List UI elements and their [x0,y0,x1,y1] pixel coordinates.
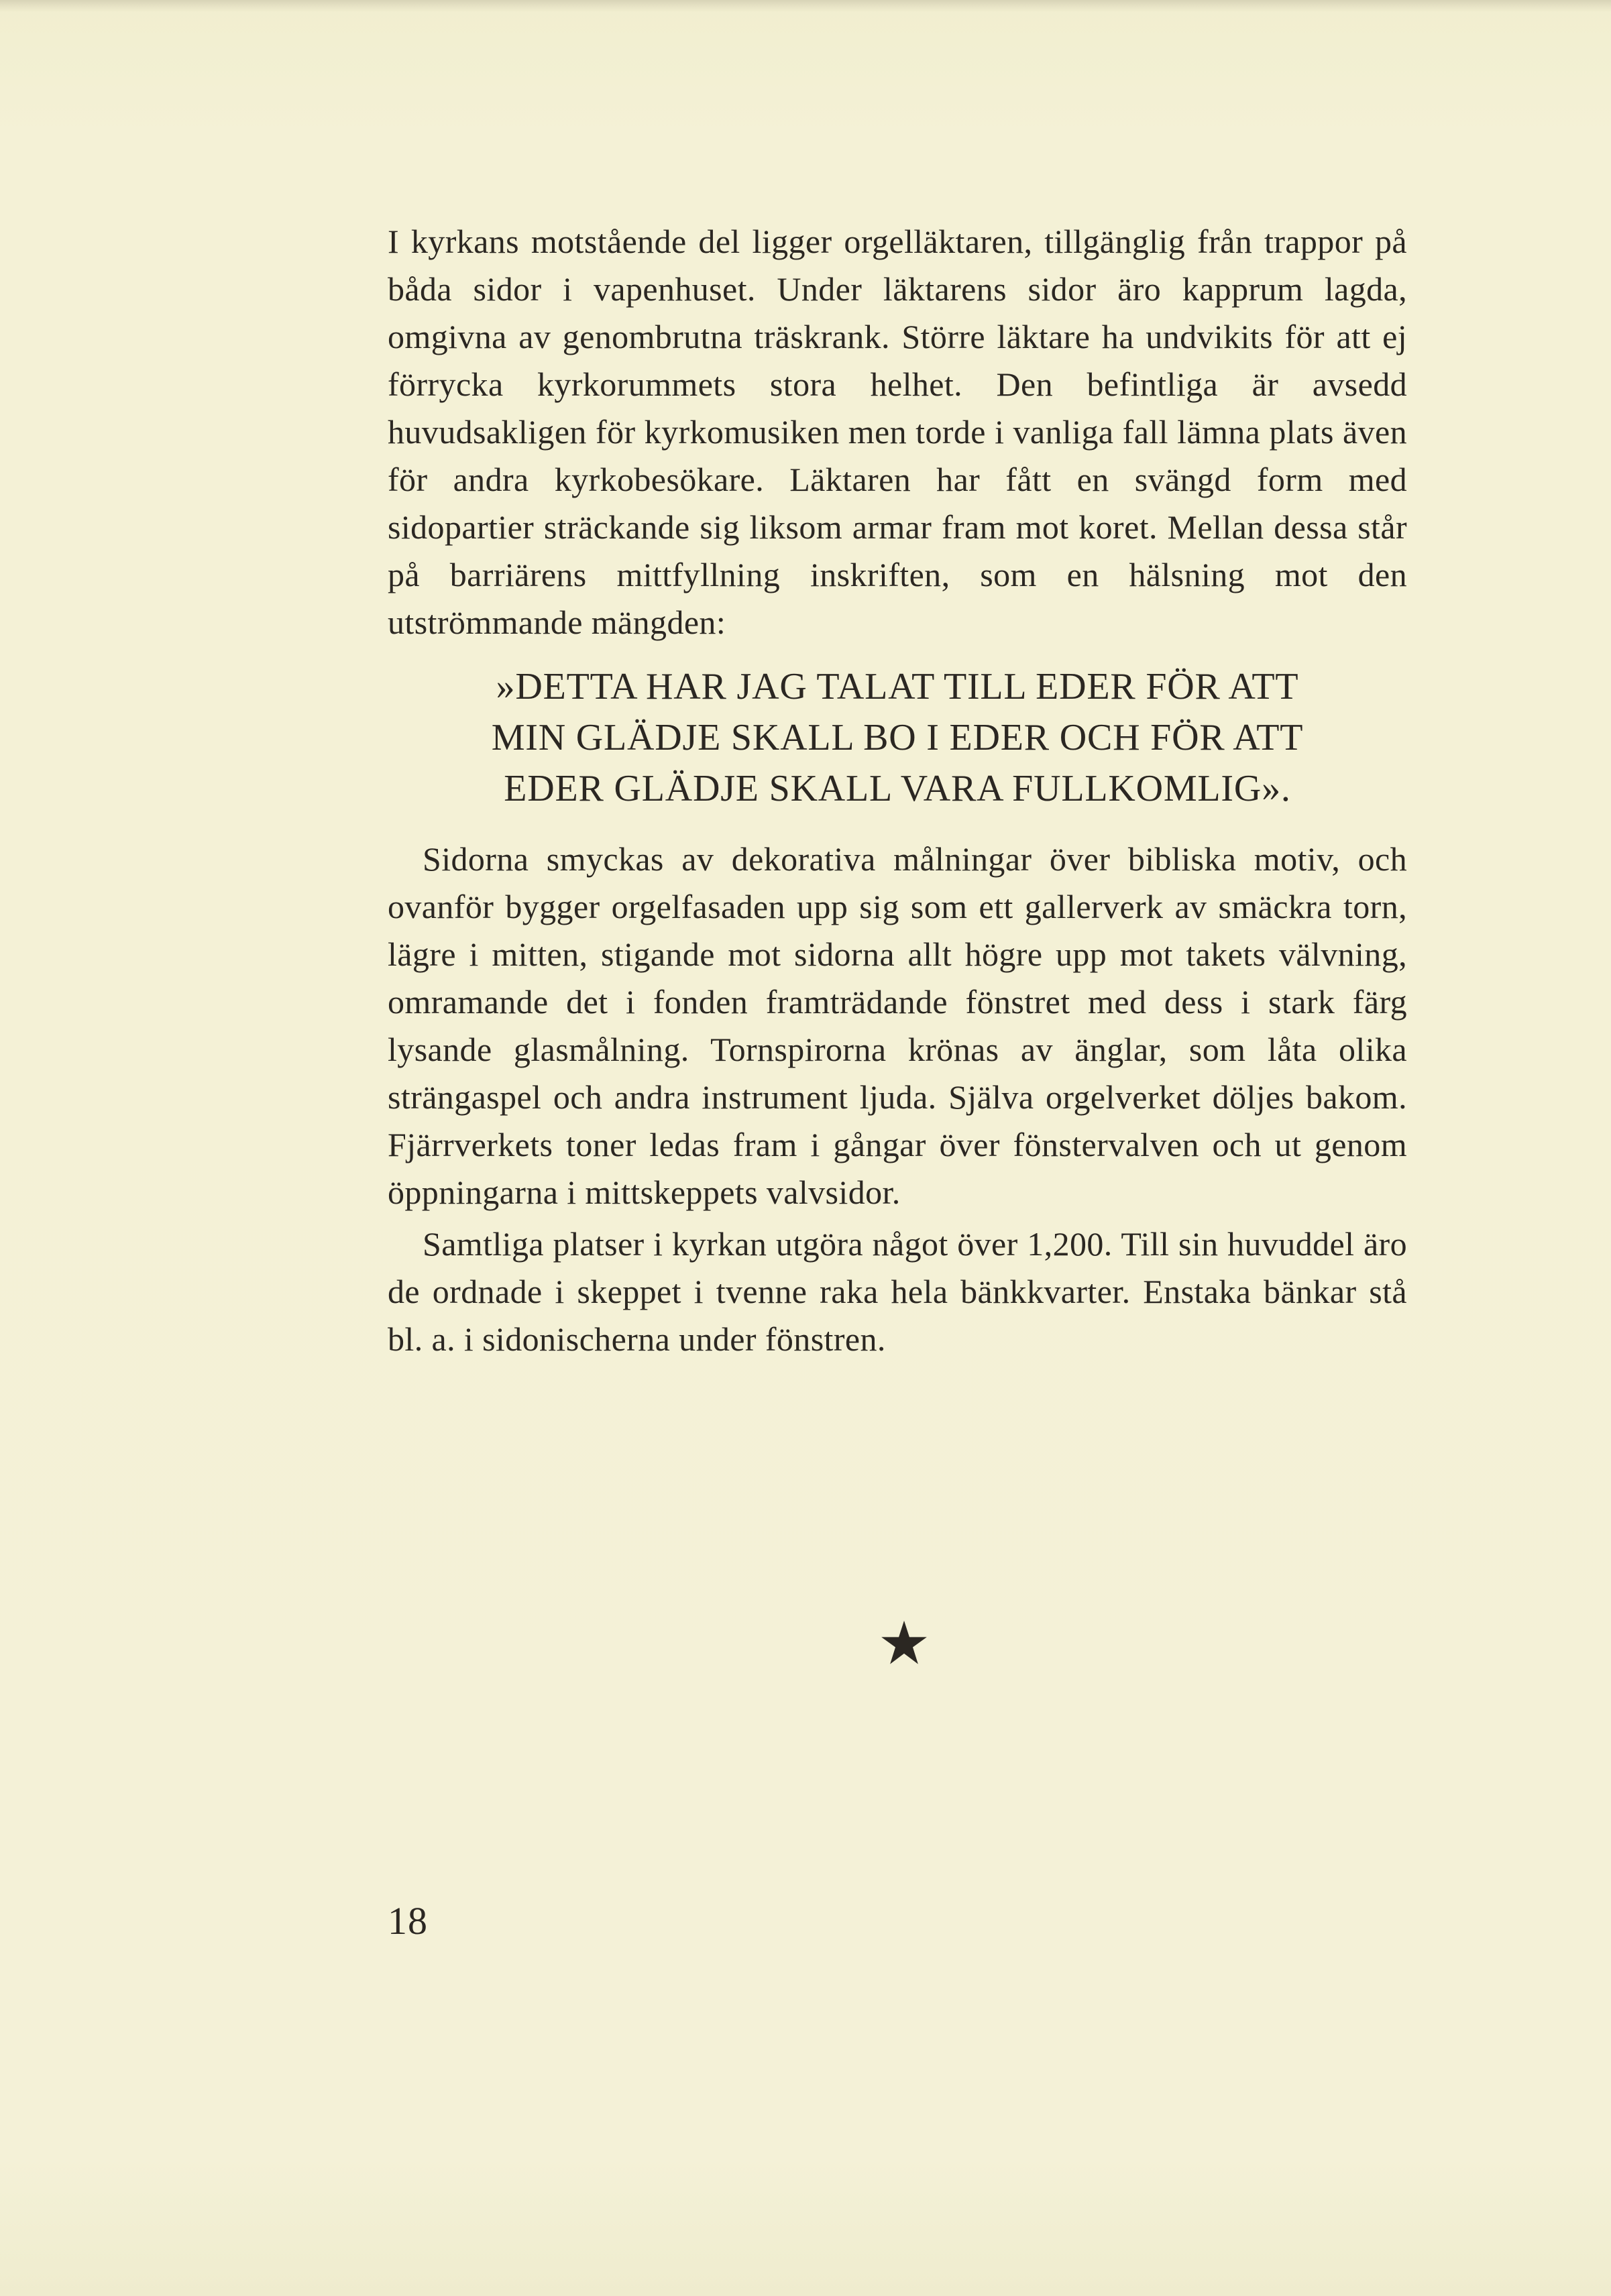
paragraph-organ-facade: Sidorna smyckas av dekorativa målningar över bibliska motiv, och ovanför bygger orgelfasaden upp sig som ett gallerverk av smäckra torn, lägre i mitten, stigande mot sidorna allt högre upp mot takets välvning, omramande det i fonden framträdande fönstret med dess i stark färg lysande glasmålning. Tornspirorna krönas av änglar, som låta olika strängaspel och andra instrument ljuda. Själva orgelverket döljes bakom. Fjärrverkets toner ledas fram i gångar över fönstervalven och ut genom öppningarna i mittskeppets valvsidor. [388,840,1407,1211]
page-number: 18 [388,1899,428,1943]
paragraph-seating: Samtliga platser i kyrkan utgöra något över 1,200. Till sin huvuddel äro de ordnade i skeppet i tvenne raka hela bänkkvarter. Enstaka bänkar stå bl. a. i sidonischerna under fönstren. [388,1225,1407,1358]
body-text [388,218,1407,1363]
inscription-quote [388,661,1407,814]
star-icon [880,1619,928,1667]
inscription-line-2: MIN GLÄDJE SKALL BO I EDER OCH FÖR ATT [491,717,1304,758]
paragraph-organ-loft: I kyrkans motstående del ligger orgelläktaren, tillgänglig från trappor på båda sidor i vapenhuset. Under läktarens sidor äro kapprum lagda, omgivna av genombrutna träskrank. Större läktare ha undvikits för att ej förrycka kyrkorummets stora helhet. Den befintliga är avsedd huvudsakligen för kyrkomusiken men torde i vanliga fall lämna plats även för andra kyrkobesökare. Läktaren har fått en svängd form med sidopartier sträckande sig liksom armar fram mot koret. Mellan dessa står på barriärens mittfyllning inskriften, som en hälsning mot den utströmmande mängden: [388,223,1407,641]
inscription-line-3: EDER GLÄDJE SKALL VARA FULLKOMLIG». [504,768,1291,809]
inscription-line-1: »DETTA HAR JAG TALAT TILL EDER FÖR ATT [496,666,1299,707]
page-top-edge [0,0,1611,12]
